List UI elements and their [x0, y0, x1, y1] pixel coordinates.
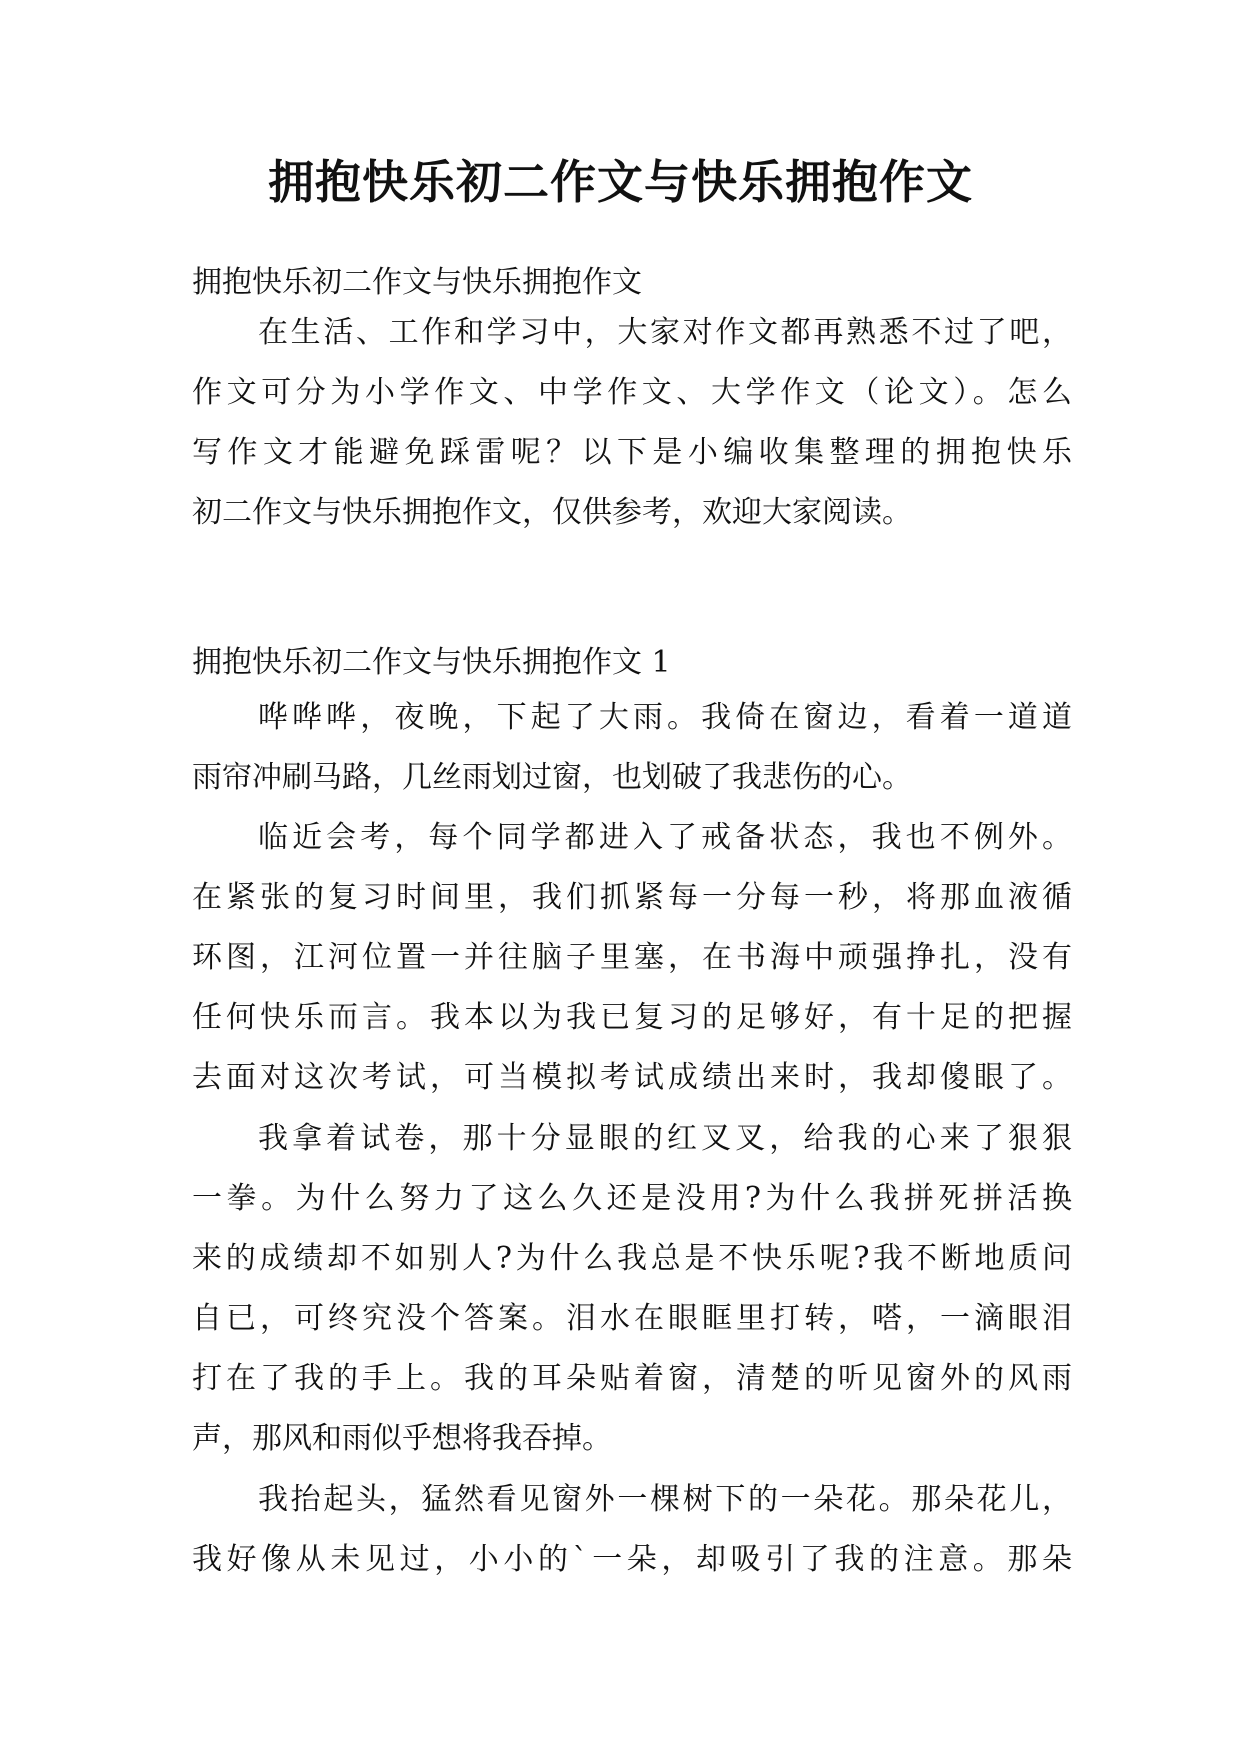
section-heading: 拥抱快乐初二作文与快乐拥抱作文 1 [192, 645, 671, 680]
paragraph-line: 我好像从未见过，小小的`一朵，却吸引了我的注意。那朵 [192, 1542, 1072, 1577]
body-paragraph-3 [192, 1109, 1072, 1469]
paragraph-line: 去面对这次考试，可当模拟考试成绩出来时，我却傻眼了。 [192, 1060, 1072, 1095]
paragraph-line: 我拿着试卷，那十分显眼的红叉叉，给我的心来了狠狠 [258, 1121, 1072, 1156]
paragraph-line: 任何快乐而言。我本以为我已复习的足够好，有十足的把握 [192, 1000, 1072, 1035]
body-paragraph-1 [192, 688, 1072, 808]
paragraph-line: 临近会考，每个同学都进入了戒备状态，我也不例外。 [258, 820, 1072, 855]
paragraph-line: 在生活、工作和学习中，大家对作文都再熟悉不过了吧， [258, 315, 1072, 350]
document-title: 拥抱快乐初二作文与快乐拥抱作文 [268, 155, 973, 209]
paragraph-line: 声，那风和雨似乎想将我吞掉。 [192, 1421, 612, 1456]
paragraph-line: 我抬起头，猛然看见窗外一棵树下的一朵花。那朵花儿， [258, 1482, 1072, 1517]
paragraph-line: 初二作文与快乐拥抱作文，仅供参考，欢迎大家阅读。 [192, 495, 912, 530]
paragraph-line: 写作文才能避免踩雷呢？以下是小编收集整理的拥抱快乐 [192, 435, 1072, 470]
paragraph-line: 打在了我的手上。我的耳朵贴着窗，清楚的听见窗外的风雨 [192, 1361, 1072, 1396]
paragraph-line: 环图，江河位置一并往脑子里塞，在书海中顽强挣扎，没有 [192, 940, 1072, 975]
paragraph-line: 一拳。为什么努力了这么久还是没用?为什么我拼死拼活换 [192, 1181, 1072, 1216]
paragraph-line: 雨帘冲刷马路，几丝雨划过窗，也划破了我悲伤的心。 [192, 760, 912, 795]
paragraph-line: 自已，可终究没个答案。泪水在眼眶里打转，嗒，一滴眼泪 [192, 1301, 1072, 1336]
paragraph-line: 在紧张的复习时间里，我们抓紧每一分每一秒，将那血液循 [192, 880, 1072, 915]
intro-paragraph [192, 303, 1072, 543]
document-subtitle: 拥抱快乐初二作文与快乐拥抱作文 [192, 265, 642, 300]
paragraph-line: 哗哗哗，夜晚，下起了大雨。我倚在窗边，看着一道道 [258, 700, 1072, 735]
paragraph-line: 来的成绩却不如别人?为什么我总是不快乐呢?我不断地质问 [192, 1241, 1072, 1276]
body-paragraph-2 [192, 808, 1072, 1108]
body-paragraph-4 [192, 1470, 1072, 1590]
paragraph-line: 作文可分为小学作文、中学作文、大学作文（论文）。怎么 [192, 375, 1072, 410]
